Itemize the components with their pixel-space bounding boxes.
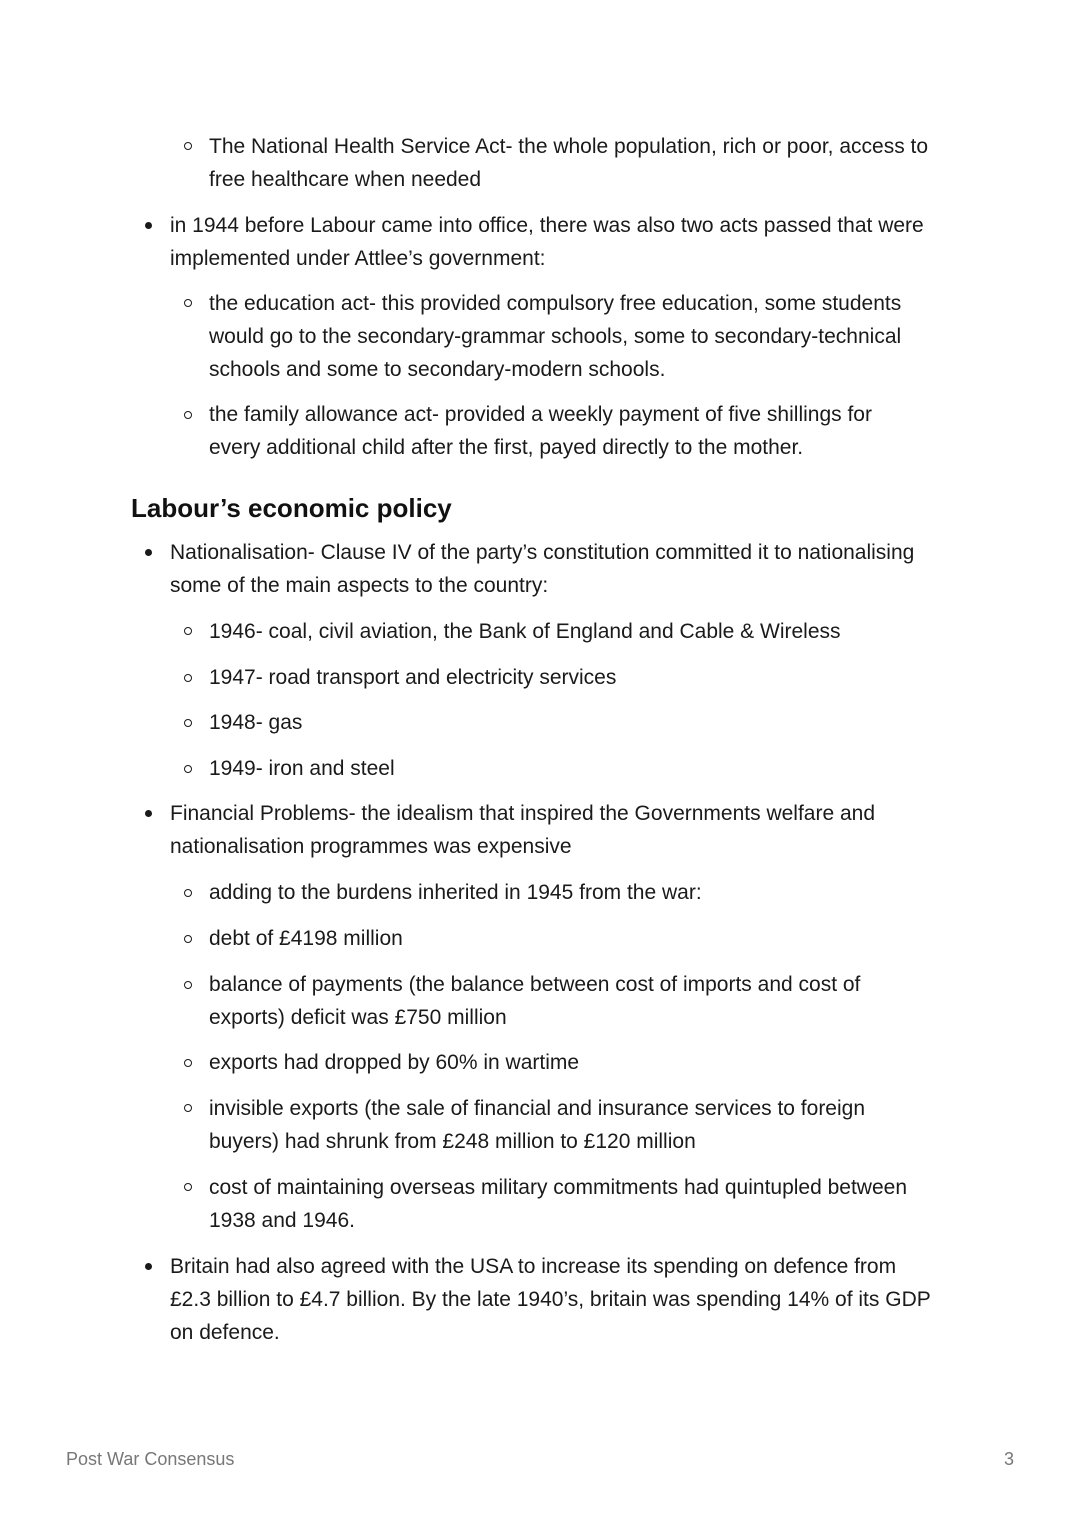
hollow-bullet-icon bbox=[184, 411, 192, 419]
sub-list-item: the family allowance act- provided a weekly payment of five shillings for every additional child after the first, payed directly to the mother. bbox=[209, 403, 872, 459]
bullet-icon bbox=[145, 1263, 152, 1270]
hollow-bullet-icon bbox=[184, 719, 192, 727]
sub-list-item: exports had dropped by 60% in wartime bbox=[209, 1051, 580, 1074]
sub-list-item: debt of £4198 million bbox=[209, 927, 403, 950]
list-item: Financial Problems- the idealism that inspired the Governments welfare and nationalisation programmes was expensive bbox=[170, 802, 876, 858]
hollow-bullet-icon bbox=[184, 935, 192, 943]
hollow-bullet-icon bbox=[184, 1104, 192, 1112]
hollow-bullet-icon bbox=[184, 1059, 192, 1067]
sub-list-item: balance of payments (the balance between cost of imports and cost of exports) deficit was £750 million bbox=[209, 973, 861, 1029]
sub-list-item: 1949- iron and steel bbox=[209, 757, 395, 780]
list-item: Britain had also agreed with the USA to increase its spending on defence from £2.3 billion to £4.7 billion. By the late 1940’s, britain was spending 14% of its GDP on defence. bbox=[170, 1255, 931, 1344]
sub-list-item: The National Health Service Act- the whole population, rich or poor, access to free healthcare when needed bbox=[209, 135, 929, 191]
sub-list-item: 1946- coal, civil aviation, the Bank of England and Cable & Wireless bbox=[209, 620, 841, 643]
list-item: Nationalisation- Clause IV of the party’s constitution committed it to nationalising some of the main aspects to the country: bbox=[170, 541, 915, 597]
bullet-icon bbox=[145, 810, 152, 817]
hollow-bullet-icon bbox=[184, 142, 192, 150]
sub-list-item: 1948- gas bbox=[209, 711, 303, 734]
hollow-bullet-icon bbox=[184, 674, 192, 682]
list-item: in 1944 before Labour came into office, there was also two acts passed that were implemented under Attlee’s government: bbox=[170, 214, 924, 270]
footer-page-number: 3 bbox=[1003, 1449, 1014, 1469]
footer-document-title: Post War Consensus bbox=[66, 1449, 235, 1469]
hollow-bullet-icon bbox=[184, 765, 192, 773]
bullet-icon bbox=[145, 549, 152, 556]
sub-list-item: invisible exports (the sale of financial and insurance services to foreign buyers) had shrunk from £248 million to £120 million bbox=[209, 1097, 866, 1153]
hollow-bullet-icon bbox=[184, 889, 192, 897]
hollow-bullet-icon bbox=[184, 1183, 192, 1191]
hollow-bullet-icon bbox=[184, 627, 192, 635]
bullet-icon bbox=[145, 222, 152, 229]
sub-list-item: cost of maintaining overseas military commitments had quintupled between 1938 and 1946. bbox=[209, 1176, 908, 1232]
sub-list-item: 1947- road transport and electricity services bbox=[209, 666, 617, 689]
sub-list-item: adding to the burdens inherited in 1945 from the war: bbox=[209, 881, 702, 904]
section-heading: Labour’s economic policy bbox=[131, 493, 452, 523]
sub-list-item: the education act- this provided compulsory free education, some students would go to the secondary-grammar schools, some to secondary-technical schools and some to secondary-modern schools. bbox=[209, 292, 902, 381]
hollow-bullet-icon bbox=[184, 981, 192, 989]
hollow-bullet-icon bbox=[184, 299, 192, 307]
